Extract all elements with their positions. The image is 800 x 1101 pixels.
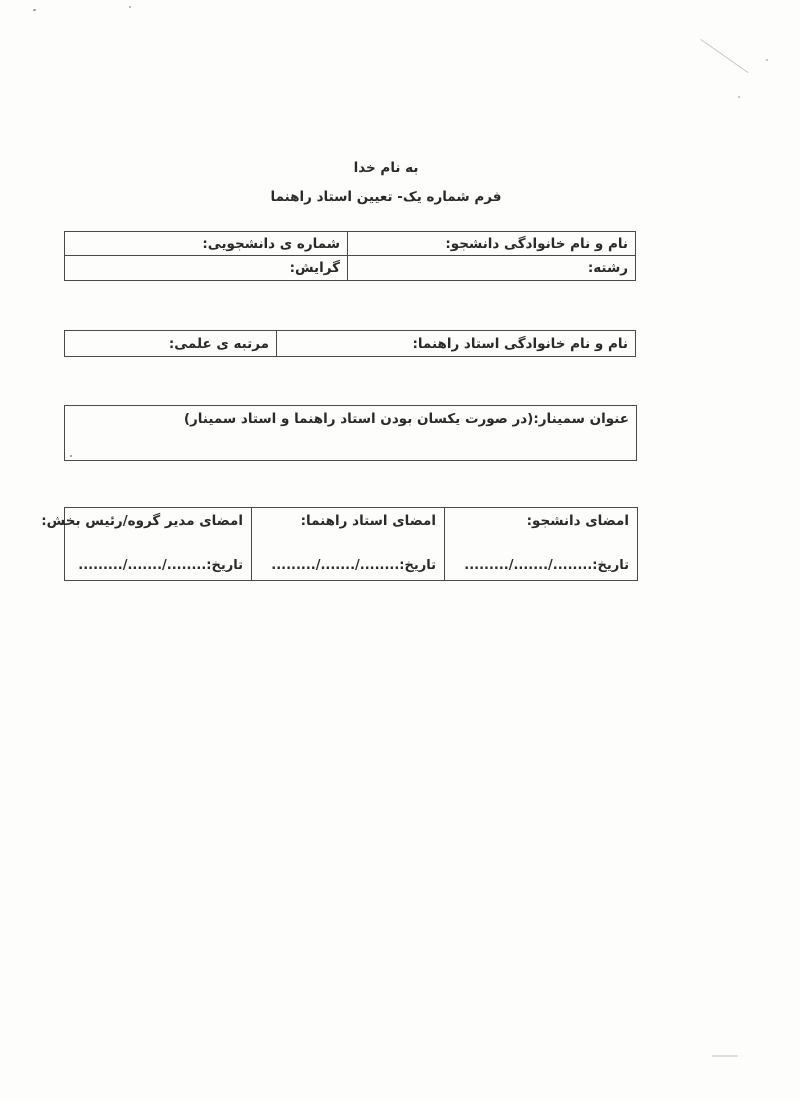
seminar-title-box bbox=[64, 405, 637, 461]
student-info-table bbox=[64, 231, 636, 281]
student-number-label: شماره ی دانشجویی: bbox=[65, 232, 347, 256]
scan-speck bbox=[33, 9, 36, 11]
scan-speck bbox=[129, 6, 131, 8]
department-head-signature-label: امضای مدیر گروه/رئیس بخش: bbox=[41, 513, 243, 529]
student-signature-cell bbox=[444, 508, 637, 580]
academic-rank-label: مرتبه ی علمی: bbox=[168, 335, 269, 352]
bismillah-heading: به نام خدا bbox=[353, 160, 419, 176]
supervisor-info-table bbox=[64, 330, 636, 357]
seminar-title-label: عنوان سمینار:(در صورت یکسان بودن استاد راهنما و استاد سمینار) bbox=[183, 411, 629, 427]
supervisor-name-label: نام و نام خانوادگی استاد راهنما: bbox=[276, 331, 635, 356]
specialization-label: گرایش: bbox=[289, 260, 340, 276]
student-signature-date: تاریخ:......../......./......... bbox=[464, 558, 629, 573]
form-title: فرم شماره یک- تعیین استاد راهنما bbox=[270, 189, 502, 205]
scan-speck bbox=[738, 96, 740, 98]
field-of-study-label: رشته: bbox=[347, 256, 635, 280]
supervisor-signature-label: امضای استاد راهنما: bbox=[300, 513, 436, 529]
signatures-table bbox=[41, 507, 638, 581]
scan-speck bbox=[766, 59, 768, 61]
scan-smudge-artifact bbox=[712, 1055, 738, 1057]
department-head-signature-date: تاریخ:......../......./......... bbox=[78, 558, 243, 573]
scan-crease-artifact bbox=[700, 39, 748, 73]
scan-speck bbox=[70, 455, 72, 457]
student-name-label: نام و نام خانوادگی دانشجو: bbox=[347, 232, 635, 256]
student-signature-label: امضای دانشجو: bbox=[526, 513, 629, 529]
department-head-signature-cell bbox=[41, 508, 251, 580]
supervisor-signature-date: تاریخ:......../......./......... bbox=[271, 558, 436, 573]
supervisor-signature-cell bbox=[251, 508, 444, 580]
